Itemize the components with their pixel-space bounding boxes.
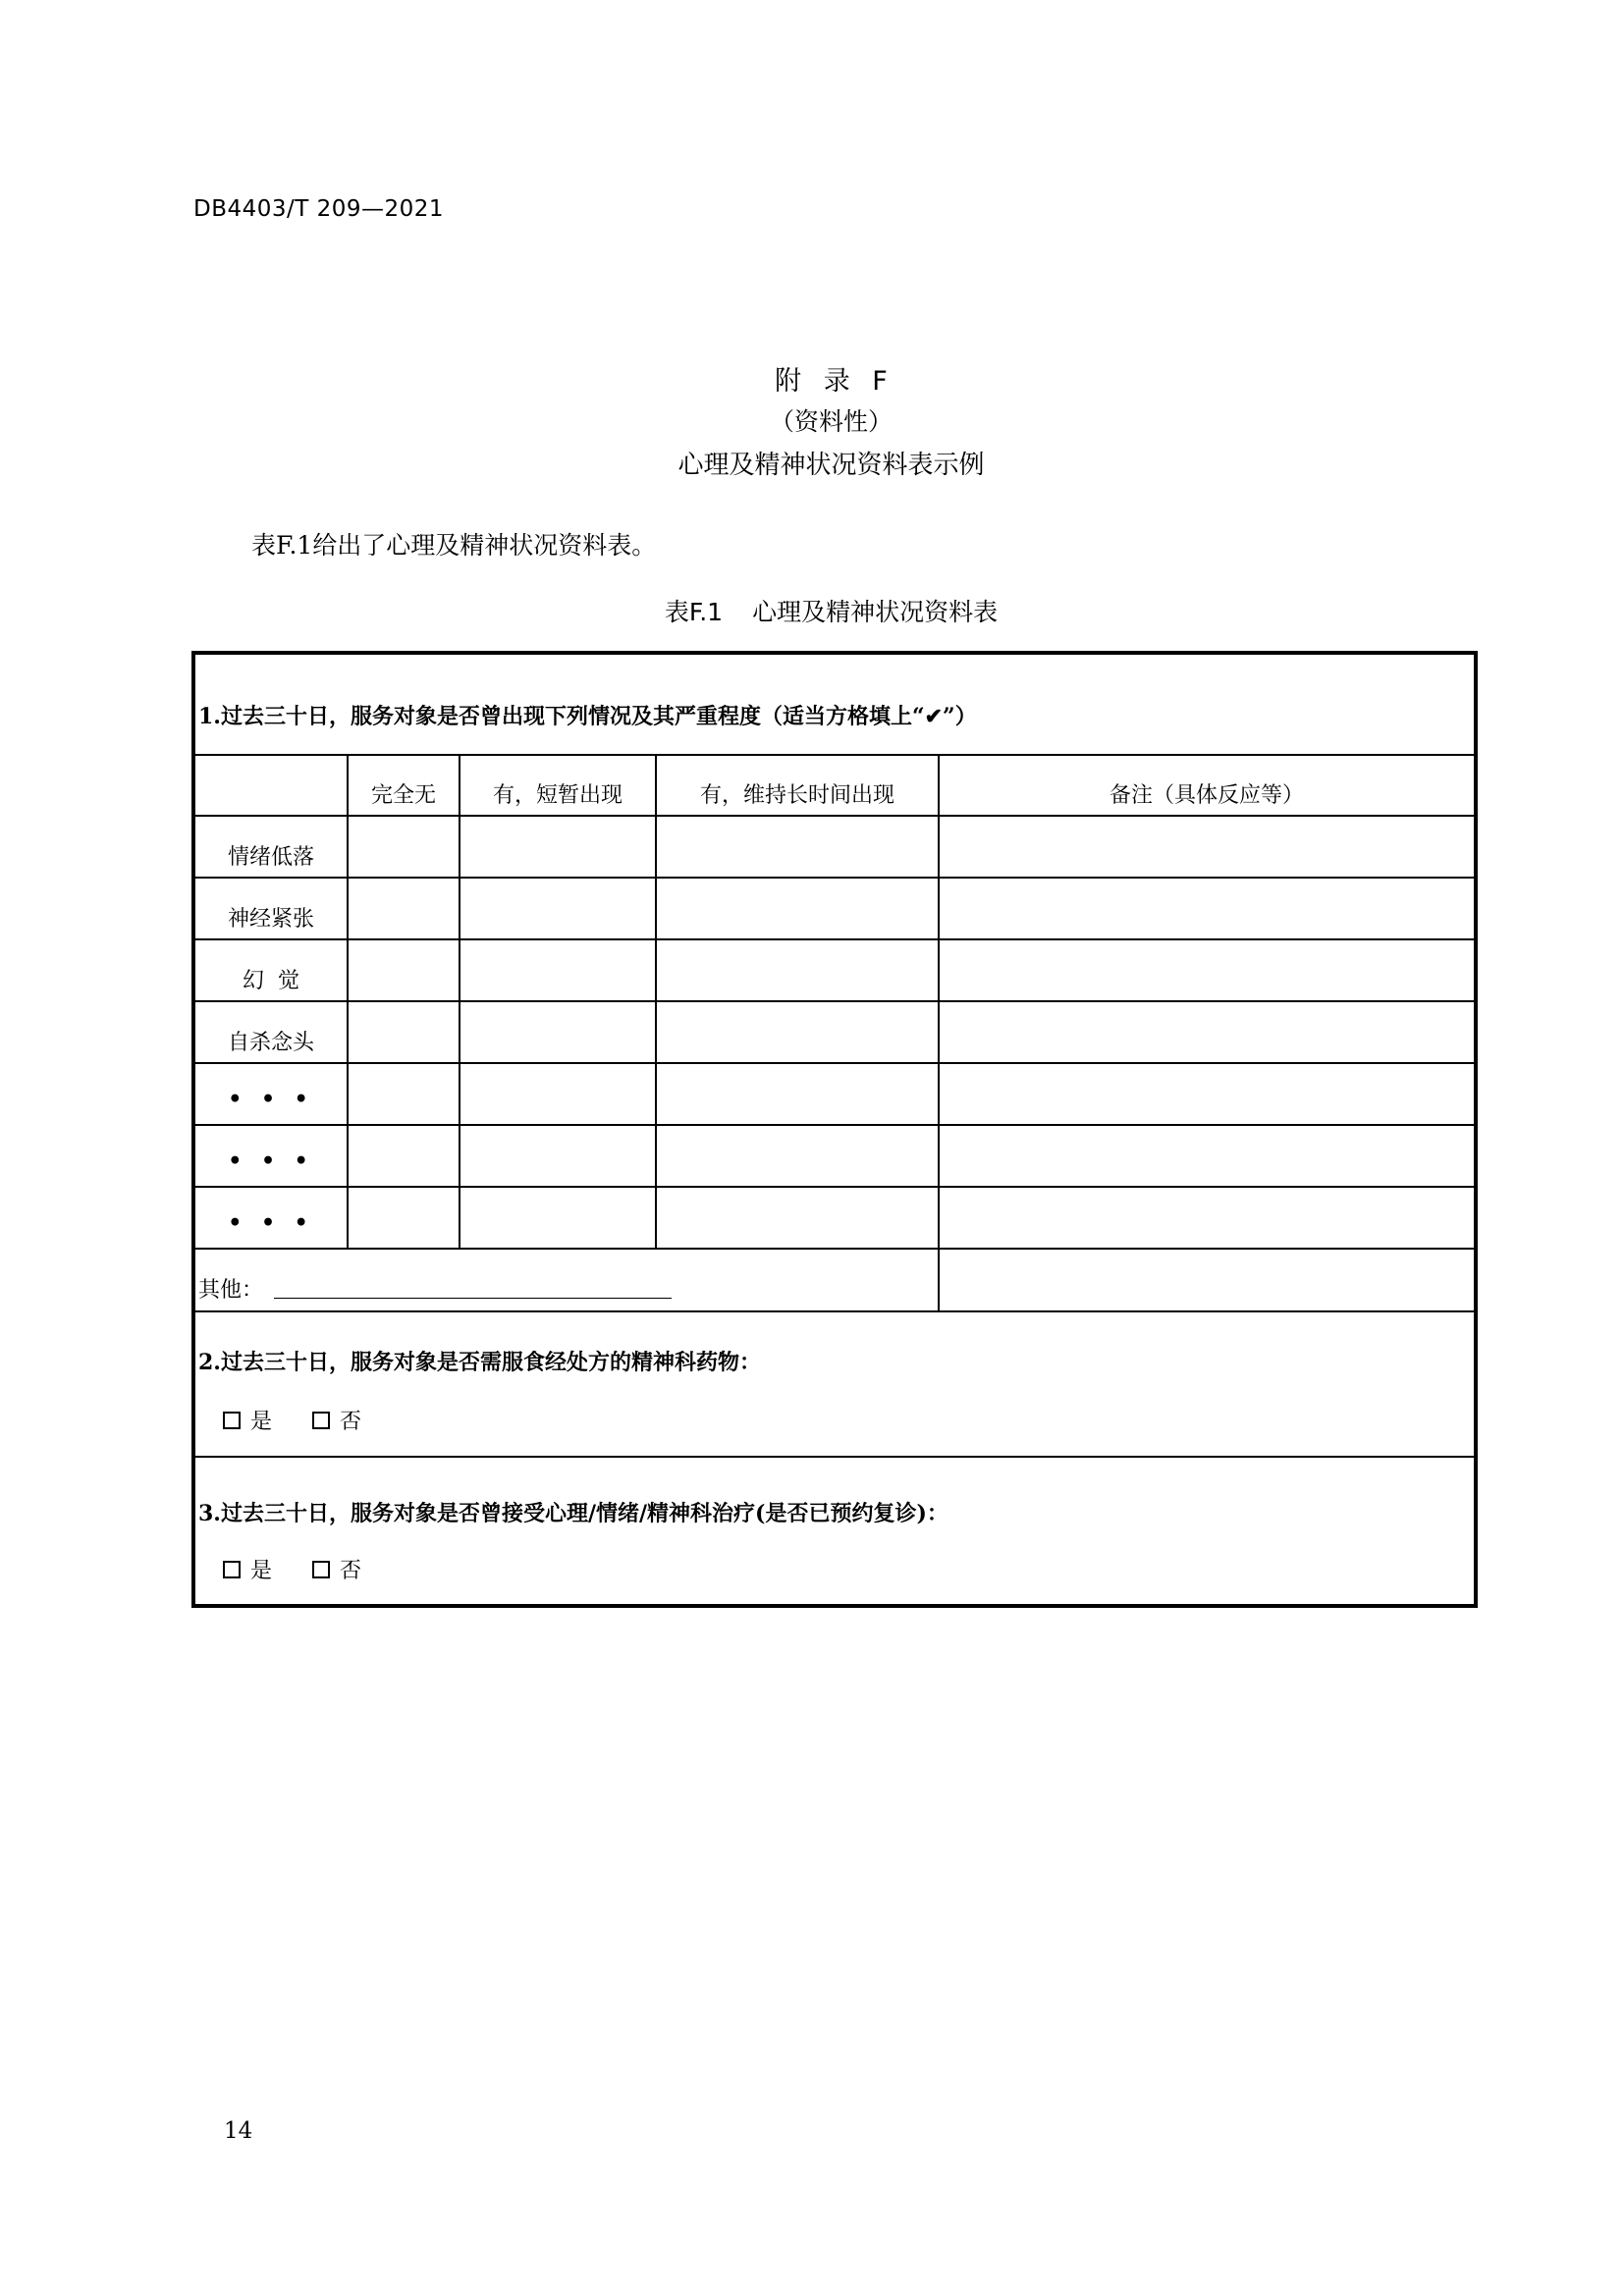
checkbox-no[interactable] xyxy=(312,1412,330,1429)
standard-code: DB4403/T 209—2021 xyxy=(193,196,445,222)
grid-line xyxy=(347,754,349,1248)
checkbox-yes[interactable] xyxy=(223,1412,241,1429)
annex-title: 附 录 F xyxy=(775,366,888,397)
annex-name: 心理及精神状况资料表示例 xyxy=(677,451,985,480)
question-1: 1.过去三十日，服务对象是否曾出现下列情况及其严重程度（适当方格填上“✔”） xyxy=(198,704,977,729)
row-label-ellipsis: • • • xyxy=(228,1087,314,1112)
grid-line xyxy=(459,754,460,1248)
other-label: 其他： xyxy=(198,1278,264,1303)
divider xyxy=(195,1310,1474,1312)
row-label: 情绪低落 xyxy=(227,845,314,870)
other-input-line[interactable] xyxy=(274,1298,672,1299)
question-3-options xyxy=(223,1554,361,1584)
table-caption xyxy=(0,593,1624,628)
row-label-ellipsis: • • • xyxy=(228,1210,314,1236)
checkbox-no[interactable] xyxy=(312,1561,330,1578)
intro-text: 表F.1给出了心理及精神状况资料表。 xyxy=(251,531,657,560)
annex-kind: （资料性） xyxy=(769,407,893,436)
row-label: 幻 觉 xyxy=(243,969,299,993)
option-yes-label: 是 xyxy=(250,1559,273,1583)
row-label: 自杀念头 xyxy=(227,1031,314,1055)
option-yes-label: 是 xyxy=(250,1410,273,1434)
question-3: 3.过去三十日，服务对象是否曾接受心理/情绪/精神科治疗(是否已预约复诊)： xyxy=(198,1501,948,1526)
divider xyxy=(195,1062,1474,1064)
table-caption-title: 心理及精神状况资料表 xyxy=(752,598,999,626)
grid-line xyxy=(655,754,657,1248)
table-caption-number: 表F.1 xyxy=(664,598,724,626)
divider xyxy=(195,1186,1474,1188)
option-no-label: 否 xyxy=(340,1410,362,1434)
divider xyxy=(195,1456,1474,1458)
row-label-ellipsis: • • • xyxy=(228,1148,314,1174)
divider xyxy=(195,1124,1474,1126)
option-no-label: 否 xyxy=(340,1559,362,1583)
divider xyxy=(195,1000,1474,1002)
divider xyxy=(195,815,1474,817)
column-header: 备注（具体反应等） xyxy=(1109,783,1304,808)
question-2: 2.过去三十日，服务对象是否需服食经处方的精神科药物： xyxy=(198,1350,761,1375)
checkbox-yes[interactable] xyxy=(223,1561,241,1578)
page-number: 14 xyxy=(224,2118,253,2144)
question-2-options xyxy=(223,1405,361,1435)
divider xyxy=(195,754,1474,756)
grid-line xyxy=(938,754,940,1310)
column-header: 完全无 xyxy=(370,783,436,808)
divider xyxy=(195,938,1474,940)
column-header: 有，维持长时间出现 xyxy=(699,783,894,808)
divider xyxy=(195,877,1474,879)
row-label: 神经紧张 xyxy=(227,907,314,932)
mental-status-form xyxy=(191,651,1478,1608)
column-header: 有，短暂出现 xyxy=(492,783,623,808)
divider xyxy=(195,1248,1474,1250)
